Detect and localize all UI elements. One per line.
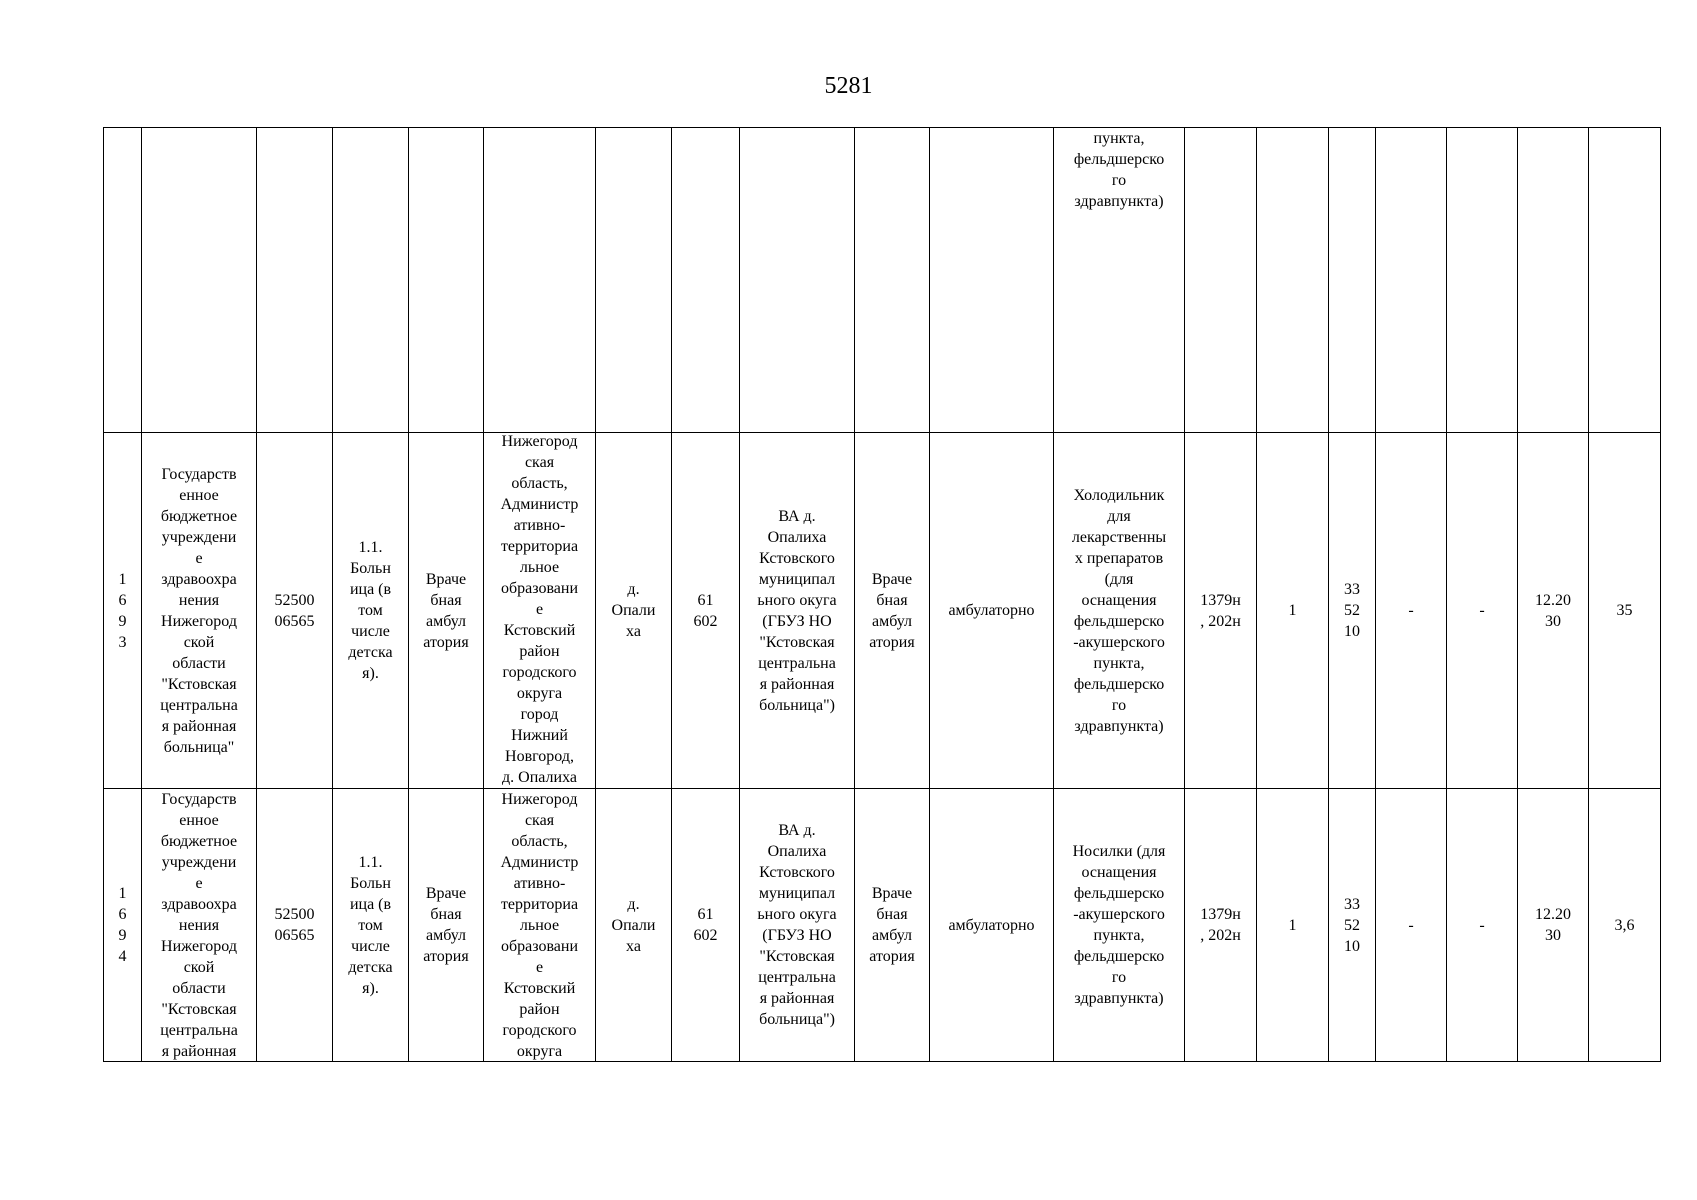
cell-code: 61 602: [672, 789, 740, 1062]
cell-org: [142, 128, 257, 433]
cell-qty: 1: [1257, 789, 1329, 1062]
cell-category: 1.1. Больн ица (в том числе детска я).: [333, 789, 409, 1062]
cell-qty: 1: [1257, 433, 1329, 789]
page-number: 5281: [824, 73, 873, 99]
cell-subtype: Враче бная амбул атория: [855, 433, 930, 789]
cell-facility: [740, 128, 855, 433]
cell-okpd: 33 52 10: [1329, 789, 1376, 1062]
cell-okpd: 33 52 10: [1329, 433, 1376, 789]
cell-category: [333, 128, 409, 433]
cell-subtype: Враче бная амбул атория: [855, 789, 930, 1062]
equipment-table: [103, 127, 1661, 1062]
cell-qty: [1257, 128, 1329, 433]
cell-org: [142, 789, 257, 1062]
address-text: Нижегород ская область, Администр ативно- территориа льное образовани е Кстовский район городского округа город Нижний Новгород, д. Опалиха: [500, 433, 579, 786]
cell-facility: ВА д. Опалиха Кстовского муниципал ьного окуга (ГБУЗ НО "Кстовская центральна я районная больница"): [740, 789, 855, 1062]
cell-equipment: пункта, фельдшерско го здравпункта): [1054, 128, 1185, 433]
cell-col16: -: [1447, 433, 1518, 789]
cell-value: [1589, 128, 1661, 433]
cell-okpd: [1329, 128, 1376, 433]
cell-code: 61 602: [672, 433, 740, 789]
cell-subtype: [855, 128, 930, 433]
cell-care-form: [930, 128, 1054, 433]
cell-num: 1 6 9 4: [104, 789, 142, 1062]
cell-inn: 52500 06565: [257, 789, 333, 1062]
cell-order: 1379н , 202н: [1185, 433, 1257, 789]
cell-col15: -: [1376, 433, 1447, 789]
cell-address: [484, 433, 596, 789]
cell-year: 12.20 30: [1518, 433, 1589, 789]
cell-col16: -: [1447, 789, 1518, 1062]
cell-locality: д. Опали ха: [596, 433, 672, 789]
table-row-continuation: [104, 128, 1661, 433]
cell-address: [484, 128, 596, 433]
cell-order: 1379н , 202н: [1185, 789, 1257, 1062]
cell-category: 1.1. Больн ица (в том числе детска я).: [333, 433, 409, 789]
address-text: Нижегород ская область, Администр ативно- территориа льное образовани е Кстовский район городского округа: [500, 791, 579, 1060]
cell-type: Враче бная амбул атория: [409, 433, 484, 789]
cell-locality: д. Опали ха: [596, 789, 672, 1062]
org-text: Государств енное бюджетное учреждени е здравоохра нения Нижегород ской области "Кстовская центральна я районная: [160, 791, 238, 1060]
cell-type: [409, 128, 484, 433]
cell-address: [484, 789, 596, 1062]
cell-year: [1518, 128, 1589, 433]
cell-equipment: Холодильник для лекарственны х препаратов (для оснащения фельдшерско -акушерского пункта, фельдшерско го здравпункта): [1054, 433, 1185, 789]
cell-type: Враче бная амбул атория: [409, 789, 484, 1062]
cell-inn: [257, 128, 333, 433]
cell-locality: [596, 128, 672, 433]
cell-care-form: амбулаторно: [930, 789, 1054, 1062]
cell-org: Государств енное бюджетное учреждени е здравоохра нения Нижегород ской области "Кстовская центральна я районная больница": [142, 433, 257, 789]
cell-inn: 52500 06565: [257, 433, 333, 789]
cell-care-form: амбулаторно: [930, 433, 1054, 789]
table-row: [104, 433, 1661, 789]
cell-equipment: Носилки (для оснащения фельдшерско -акушерского пункта, фельдшерско го здравпункта): [1054, 789, 1185, 1062]
cell-year: 12.20 30: [1518, 789, 1589, 1062]
cell-num: [104, 128, 142, 433]
cell-order: [1185, 128, 1257, 433]
cell-value: 3,6: [1589, 789, 1661, 1062]
cell-value: 35: [1589, 433, 1661, 789]
table-row: [104, 789, 1661, 1062]
cell-facility: ВА д. Опалиха Кстовского муниципал ьного окуга (ГБУЗ НО "Кстовская центральна я районная больница"): [740, 433, 855, 789]
cell-code: [672, 128, 740, 433]
cell-col15: [1376, 128, 1447, 433]
cell-num: 1 6 9 3: [104, 433, 142, 789]
cell-col15: -: [1376, 789, 1447, 1062]
cell-col16: [1447, 128, 1518, 433]
